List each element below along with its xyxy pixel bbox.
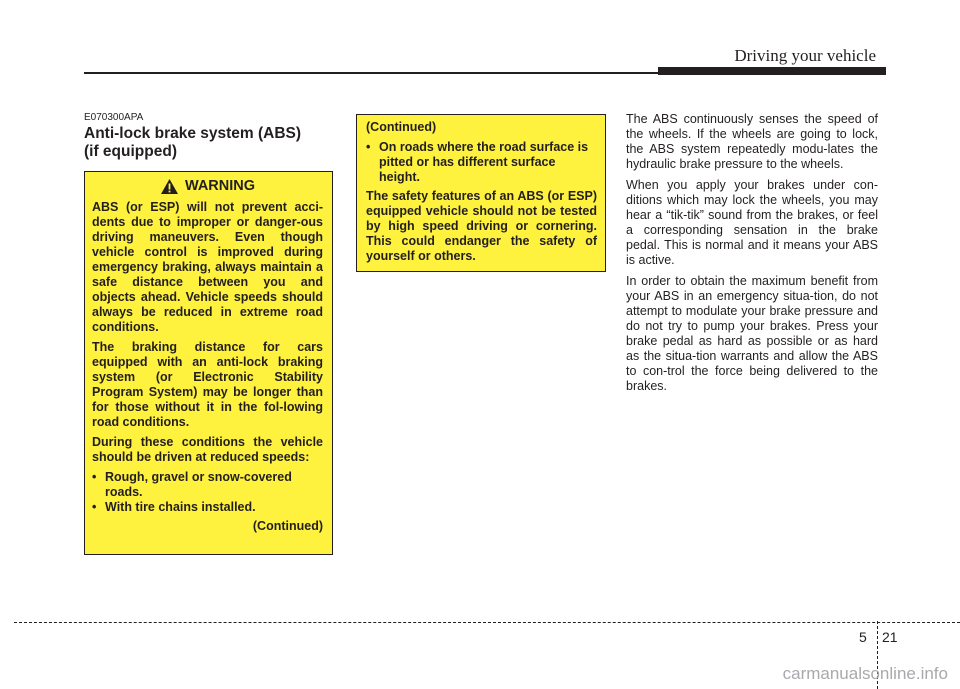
header-rule-accent [658,67,886,75]
continued-heading: (Continued) [366,120,437,134]
body-text-column [626,112,878,400]
page-header-title: Driving your vehicle [734,46,876,65]
warning-bullet-list [92,470,323,515]
chapter-number: 5 [859,629,867,645]
body-paragraph: When you apply your brakes under con-ditions which may lock the wheels, you may hear a “tik-tik” sound from the brakes, or feel a corresponding sensation in the brake pedal. This is normal and it means your ABS is active. [626,178,878,267]
page-number: 21 [882,629,898,645]
warning-paragraph: ABS (or ESP) will not prevent acci-dents due to improper or danger-ous driving maneuvers. Even though vehicle control is improved during emergency braking, always maintain a safe distance between you and objects ahead. Vehicle speeds should always be reduced in extreme road conditions. [92,200,323,334]
warning-triangle-icon [160,178,179,195]
warning-heading [92,178,323,195]
continued-warning-box [356,114,606,272]
section-title-line2: (if equipped) [84,143,177,160]
section-code: E070300APA [84,112,144,123]
section-title [84,125,344,161]
warning-paragraph: The braking distance for cars equipped with an anti-lock braking system (or Electronic Stability Program System) may be longer than for those without it in the fol-lowing road conditions. [92,340,323,429]
warning-box [84,171,333,555]
watermark: carmanualsonline.info [782,664,948,683]
continued-bullet-list [366,140,597,185]
section-title-line1: Anti-lock brake system (ABS) [84,125,302,142]
warning-continued: (Continued) [252,519,323,533]
body-paragraph: The ABS continuously senses the speed of the wheels. If the wheels are going to lock, the ABS system repeatedly modu-lates the hydraulic brake pressure to the wheels. [626,112,878,171]
warning-paragraph: During these conditions the vehicle should be driven at reduced speeds: [92,435,323,464]
continued-bullet-item: • On roads where the road surface is pitted or has different surface height. [366,140,597,185]
warning-heading-text: WARNING [184,178,256,194]
body-paragraph: In order to obtain the maximum benefit from your ABS in an emergency situa-tion, do not attempt to modulate your brake pressure and do not try to pump your brakes. Press your brake pedal as hard as possible or as hard as the situa-tion warrants and allow the ABS to con-trol the force being delivered to the brakes. [626,274,878,393]
continued-paragraph: The safety features of an ABS (or ESP) equipped vehicle should not be tested by high speed driving or cornering. This could endanger the safety of yourself or others. [366,189,597,263]
warning-bullet-item: • Rough, gravel or snow-covered roads. [92,470,323,500]
footer-rule [14,622,960,623]
warning-bullet-item: • With tire chains installed. [92,500,323,515]
